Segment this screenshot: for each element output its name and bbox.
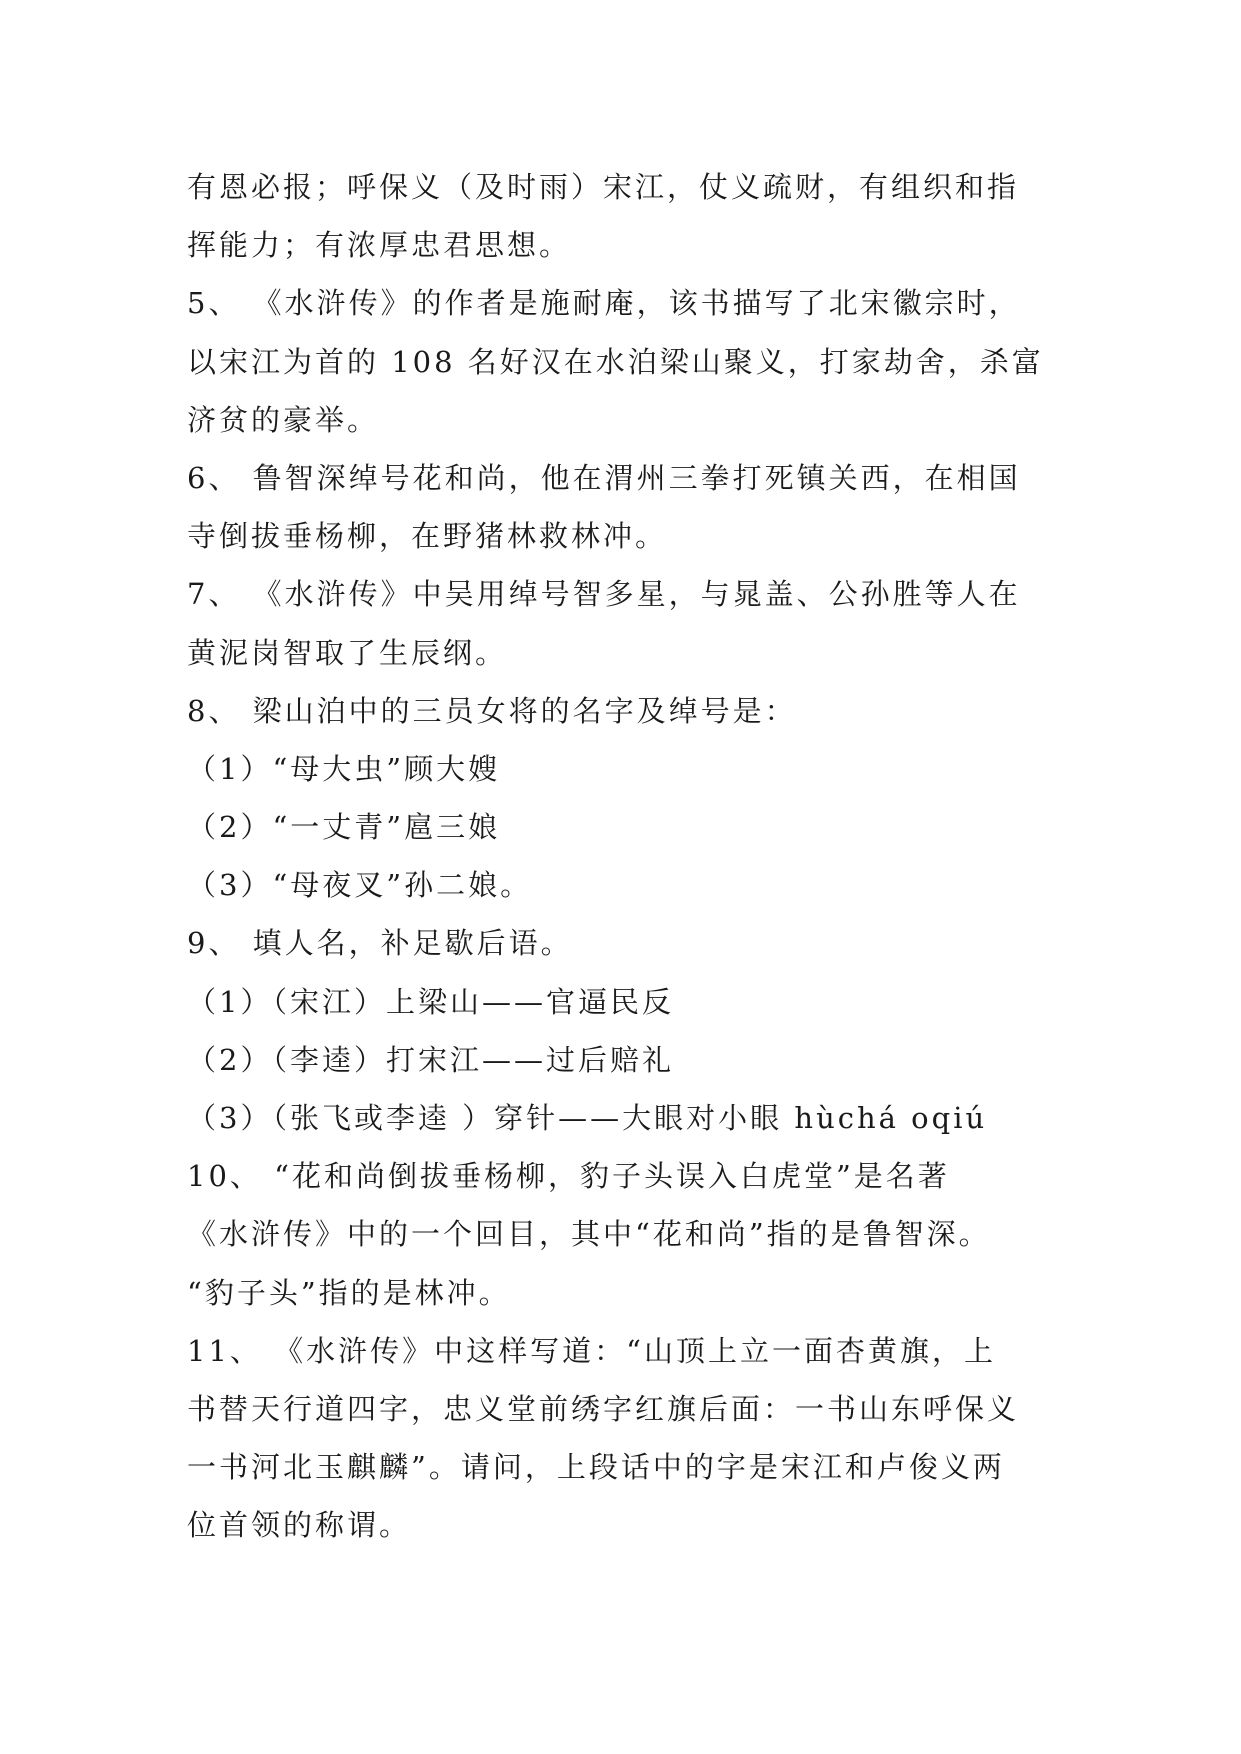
text-line: 以宋江为首的 108 名好汉在水泊梁山聚义，打家劫舍，杀富 bbox=[187, 344, 1044, 379]
text-line: （1）“母大虫”顾大嫂 bbox=[187, 751, 501, 786]
text-line: （2）“一丈青”扈三娘 bbox=[187, 810, 501, 845]
text-line: 挥能力；有浓厚忠君思想。 bbox=[187, 228, 572, 263]
text-line: 书替天行道四字，忠义堂前绣字红旗后面：一书山东呼保义 bbox=[187, 1391, 1020, 1426]
text-line: 《水浒传》中的一个回目，其中“花和尚”指的是鲁智深。 bbox=[187, 1217, 991, 1252]
text-line: 8、 梁山泊中的三员女将的名字及绰号是： bbox=[187, 693, 797, 728]
text-line: 一书河北玉麒麟”。请问，上段话中的字是宋江和卢俊义两 bbox=[187, 1450, 1005, 1485]
text-line: “豹子头”指的是林冲。 bbox=[187, 1275, 511, 1310]
text-line: 5、 《水浒传》的作者是施耐庵，该书描写了北宋徽宗时， bbox=[187, 286, 1021, 321]
text-line: 位首领的称谓。 bbox=[187, 1508, 412, 1543]
text-line: 寺倒拔垂杨柳，在野猪林救林冲。 bbox=[187, 519, 668, 554]
text-line: （3）“母夜叉”孙二娘。 bbox=[187, 868, 533, 903]
text-line: 有恩必报；呼保义（及时雨）宋江，仗义疏财，有组织和指 bbox=[187, 170, 1020, 204]
text-line: 11、 《水浒传》中这样写道：“山顶上立一面杏黄旗，上 bbox=[187, 1333, 996, 1368]
text-line: 9、 填人名，补足歇后语。 bbox=[187, 926, 573, 961]
text-line: 7、 《水浒传》中吴用绰号智多星，与晁盖、公孙胜等人在 bbox=[187, 577, 1021, 612]
text-line: 6、 鲁智深绰号花和尚，他在渭州三拳打死镇关西，在相国 bbox=[187, 460, 1021, 495]
text-line: 10、 “花和尚倒拔垂杨柳，豹子头误入白虎堂”是名著 bbox=[187, 1159, 950, 1194]
text-line: （2）（李逵）打宋江——过后赔礼 bbox=[187, 1042, 674, 1077]
document-body bbox=[187, 158, 1067, 1555]
text-line: （3）（张飞或李逵 ）穿针——大眼对小眼 hùchá oqiú bbox=[187, 1101, 988, 1135]
text-line: 济贫的豪举。 bbox=[187, 402, 380, 437]
text-line: 黄泥岗智取了生辰纲。 bbox=[187, 635, 508, 670]
text-line: （1）（宋江）上梁山——官逼民反 bbox=[187, 984, 674, 1019]
